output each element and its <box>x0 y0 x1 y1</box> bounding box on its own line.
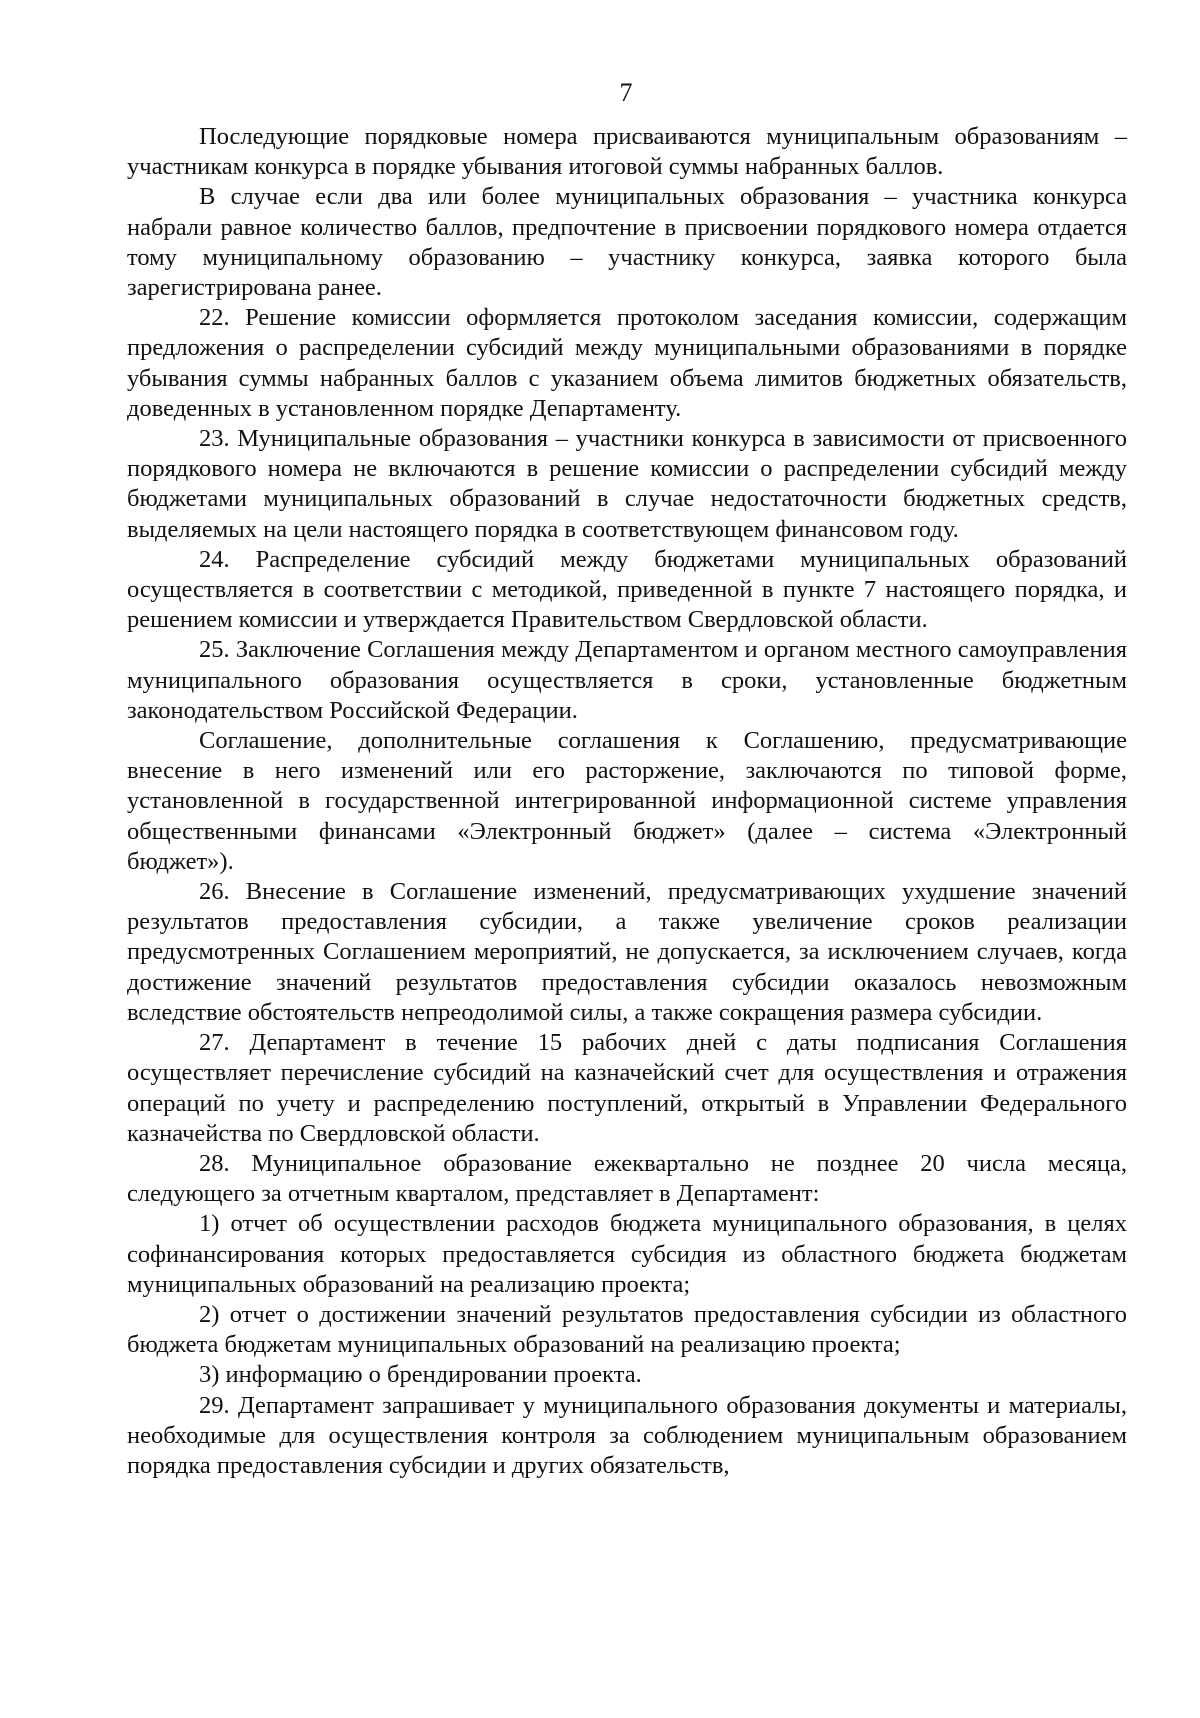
paragraph-item-29: 29. Департамент запрашивает у муниципального образования документы и материалы, необходимые для осуществления контроля за соблюдением муниципальным образованием порядка предоставления субсидии и других обязательств, <box>127 1391 1127 1479</box>
paragraph: В случае если два или более муниципальных образования – участника конкурса набрали равное количество баллов, предпочтение в присвоении порядкового номера отдается тому муниципальному образованию – участнику конкурса, заявка которого была зарегистрирована ранее. <box>127 183 1127 302</box>
paragraph: Соглашение, дополнительные соглашения к Соглашению, предусматривающие внесение в него изменений или его расторжение, заключаются по типовой форме, установленной в государственной интегрированной информационной системе управления общественными финансами «Электронный бюджет» (далее – система «Электронный бюджет»). <box>127 727 1127 875</box>
paragraph-item-22: 22. Решение комиссии оформляется протоколом заседания комиссии, содержащим предложения о распределении субсидий между муниципальными образованиями в порядке убывания суммы набранных баллов с указанием объема лимитов бюджетных обязательств, доведенных в установленном порядке Департаменту. <box>127 304 1127 422</box>
subparagraph-2: 2) отчет о достижении значений результатов предоставления субсидии из областного бюджета бюджетам муниципальных образований на реализацию проекта; <box>127 1300 1127 1359</box>
paragraph-item-27: 27. Департамент в течение 15 рабочих дней с даты подписания Соглашения осуществляет перечисление субсидий на казначейский счет для осуществления и отражения операций по учету и распределению поступлений, открытый в Управлении Федерального казначейства по Свердловской области. <box>127 1029 1127 1147</box>
paragraph-item-23: 23. Муниципальные образования – участники конкурса в зависимости от присвоенного порядкового номера не включаются в решение комиссии о распределении субсидий между бюджетами муниципальных образований в случае недостаточности бюджетных средств, выделяемых на цели настоящего порядка в соответствующем финансовом году. <box>127 425 1127 543</box>
paragraph-item-26: 26. Внесение в Соглашение изменений, предусматривающих ухудшение значений результатов предоставления субсидии, а также увеличение сроков реализации предусмотренных Соглашением мероприятий, не допускается, за исключением случаев, когда достижение значений результатов предоставления субсидии оказалось невозможным вследствие обстоятельств непреодолимой силы, а также сокращения размера субсидии. <box>127 878 1127 1026</box>
paragraph-item-28: 28. Муниципальное образование ежеквартально не позднее 20 числа месяца, следующего за отчетным кварталом, представляет в Департамент: <box>127 1149 1127 1208</box>
document-body <box>127 122 1127 1481</box>
subparagraph-3: 3) информацию о брендировании проекта. <box>199 1361 642 1389</box>
paragraph: Последующие порядковые номера присваиваются муниципальным образованиям – участникам конкурса в порядке убывания итоговой суммы набранных баллов. <box>127 123 1127 181</box>
paragraph-item-24: 24. Распределение субсидий между бюджетами муниципальных образований осуществляется в соответствии с методикой, приведенной в пункте 7 настоящего порядка, и решением комиссии и утверждается Правительством Свердловской области. <box>127 545 1127 634</box>
paragraph-item-25: 25. Заключение Соглашения между Департаментом и органом местного самоуправления муниципального образования осуществляется в сроки, установленные бюджетным законодательством Российской Федерации. <box>127 636 1127 724</box>
subparagraph-1: 1) отчет об осуществлении расходов бюджета муниципального образования, в целях софинансирования которых предоставляется субсидия из областного бюджета бюджетам муниципальных образований на реализацию проекта; <box>127 1210 1127 1298</box>
page-number: 7 <box>619 78 633 107</box>
